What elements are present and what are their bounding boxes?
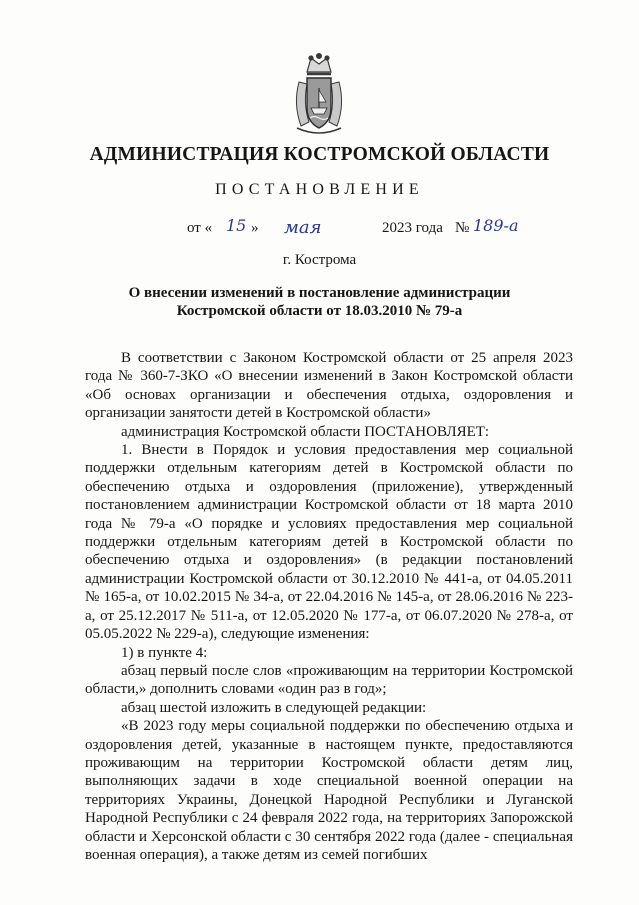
paragraph: абзац шестой изложить в следующей редакции: bbox=[121, 699, 427, 716]
date-mid: » bbox=[251, 220, 259, 236]
date-prefix: от « bbox=[187, 220, 213, 236]
number-label: № bbox=[455, 220, 470, 236]
paragraph: абзац первый после слов «проживающим на территории Костромской области,» дополнить словами «один раз в год»; bbox=[85, 662, 573, 698]
document-number-handwritten: 189-а bbox=[473, 216, 519, 235]
date-line bbox=[0, 216, 639, 244]
paragraph: 1) в пункте 4: bbox=[121, 644, 208, 661]
title-line: Костромской области от 18.03.2010 № 79-а bbox=[176, 303, 463, 319]
date-month-handwritten: мая bbox=[284, 217, 322, 238]
paragraph: «В 2023 году меры социальной поддержки по обеспечению отдыха и оздоровления детей, указанные в настоящем пункте, предоставляются проживающим на территории Костромской области детям лиц, выполняющих задачи в ходе специальной военной операции на территориях Украины, Донецкой Народной Республики и Луганской Народной Республики с 24 февраля 2022 года, на территориях Запорожской области и Херсонской области с 30 сентября 2022 года (далее - специальная военная операция), а также детям из семей погибших bbox=[85, 718, 573, 863]
kostroma-coat-of-arms-icon bbox=[289, 52, 349, 138]
document-title bbox=[100, 284, 539, 320]
document-body bbox=[85, 349, 573, 864]
paragraph: В соответствии с Законом Костромской области от 25 апреля 2023 года № 360-7-ЗКО «О внесении изменений в Закон Костромской области «Об основах организации и обеспечения отдыха, оздоровления и организации занятости детей в Костромской области» bbox=[85, 350, 573, 422]
city: г. Кострома bbox=[282, 252, 357, 268]
title-line: О внесении изменений в постановление администрации bbox=[128, 285, 511, 301]
date-day-handwritten: 15 bbox=[226, 216, 247, 235]
paragraph: 1. Внести в Порядок и условия предоставления мер социальной поддержки отдельным категориям детей в Костромской области по обеспечению отдыха и оздоровления (приложение), утвержденный постановлением администрации Костромской области от 18 марта 2010 года № 79-а «О порядке и условиях предоставления мер социальной поддержки отдельным категориям детей в Костромской области по обеспечению отдыха и оздоровления» (в редакции постановлений администрации Костромской области от 30.12.2010 № 441-а, от 04.05.2011 № 165-а, от 10.02.2015 № 34-а, от 22.04.2016 № 145-а, от 28.06.2016 № 223-а, от 25.12.2017 № 511-а, от 12.05.2020 № 177-а, от 06.07.2020 № 278-а, от 05.05.2022 № 229-а), следующие изменения: bbox=[85, 442, 573, 643]
paragraph: администрация Костромской области ПОСТАНОВЛЯЕТ: bbox=[121, 423, 490, 440]
document-type: ПОСТАНОВЛЕНИЕ bbox=[215, 181, 424, 198]
date-year: 2023 года bbox=[382, 220, 443, 236]
organization-title: АДМИНИСТРАЦИЯ КОСТРОМСКОЙ ОБЛАСТИ bbox=[89, 144, 550, 165]
